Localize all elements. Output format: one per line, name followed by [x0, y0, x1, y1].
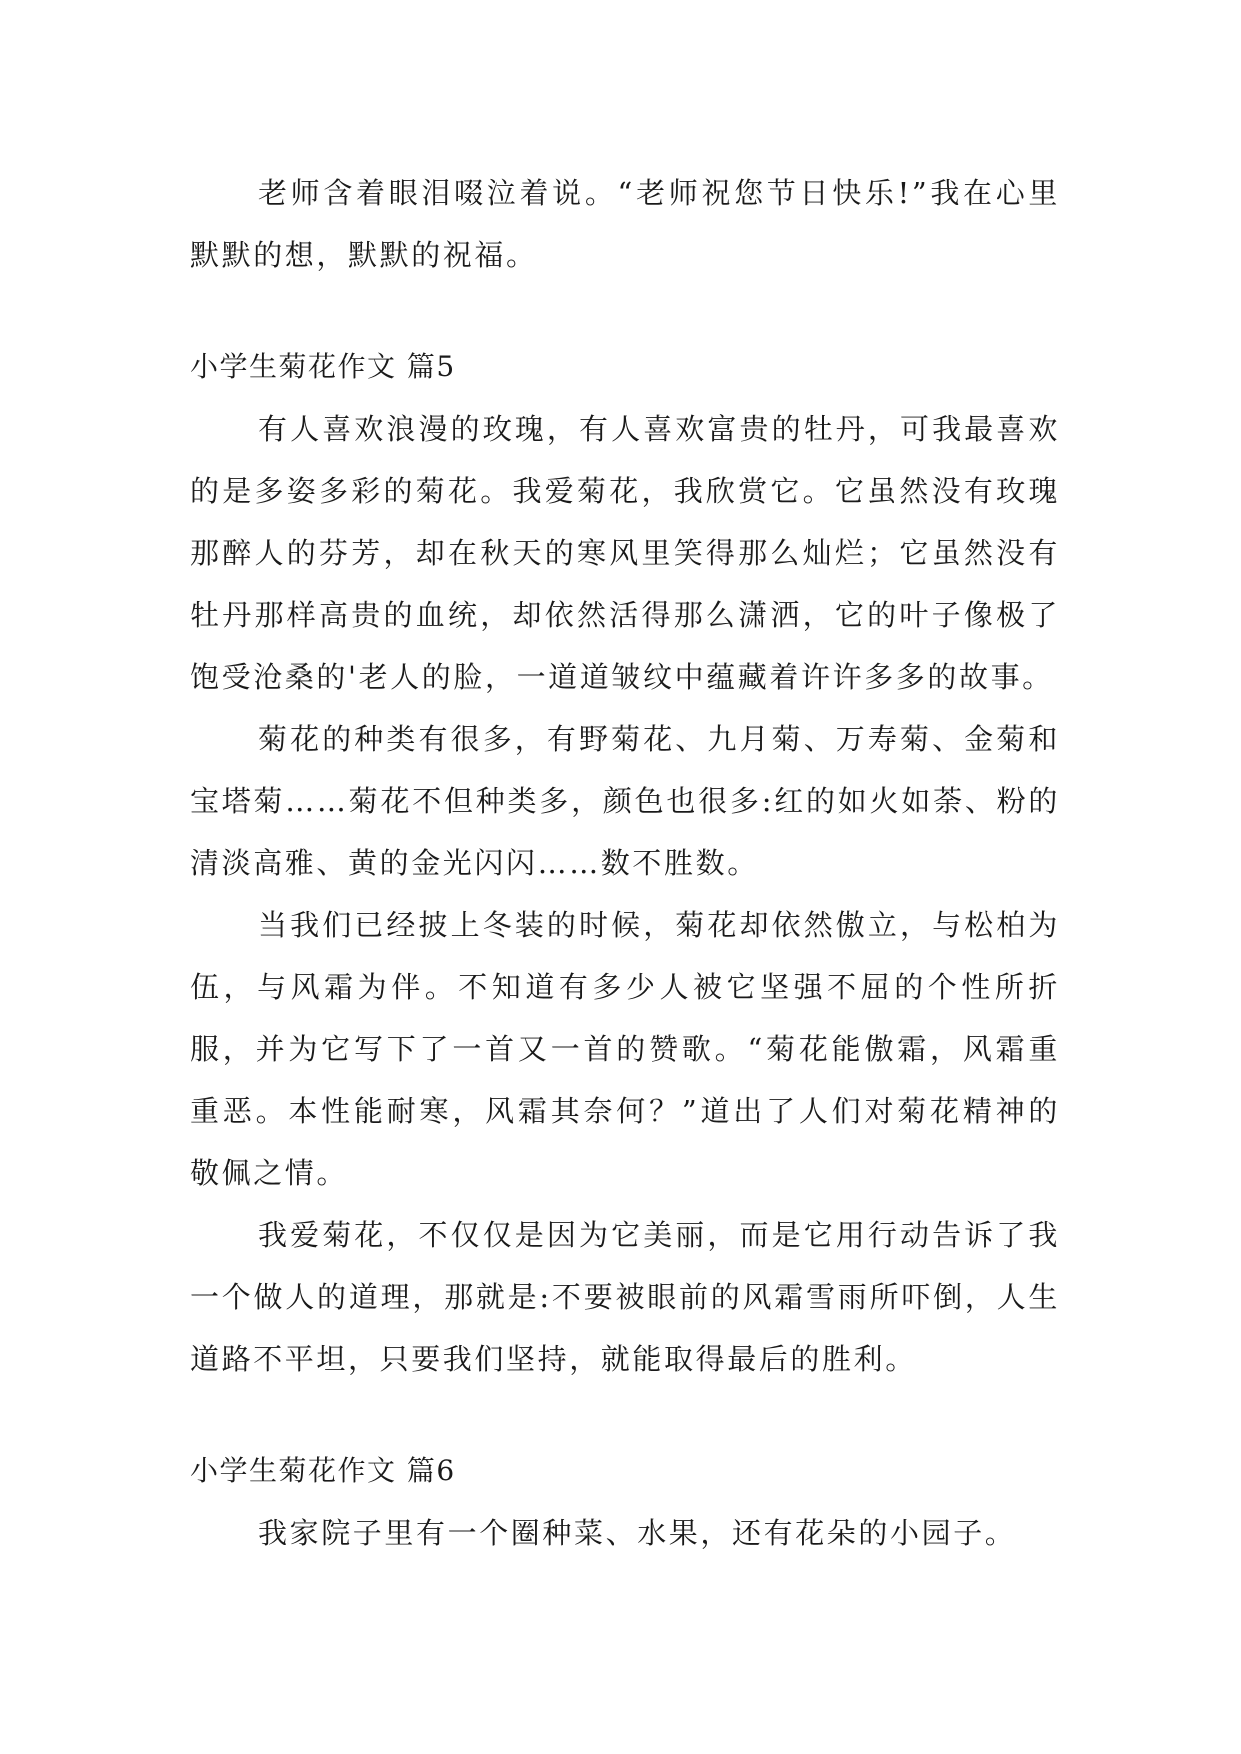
section-gap: [190, 286, 1060, 336]
document-body: [190, 162, 1060, 1564]
paragraph: 我家院子里有一个圈种菜、水果，还有花朵的小园子。: [258, 1516, 1017, 1550]
section-gap: [190, 1390, 1060, 1440]
paragraph: 当我们已经披上冬装的时候，菊花却依然傲立，与松柏为伍，与风霜为伴。不知道有多少人被它坚强不屈的个性所折服，并为它写下了一首又一首的赞歌。“菊花能傲霜，风霜重重恶。本性能耐寒，风霜其奈何？”道出了人们对菊花精神的敬佩之情。: [190, 908, 1060, 1190]
paragraph: 有人喜欢浪漫的玫瑰，有人喜欢富贵的牡丹，可我最喜欢的是多姿多彩的菊花。我爱菊花，我欣赏它。它虽然没有玫瑰那醉人的芬芳，却在秋天的寒风里笑得那么灿烂；它虽然没有牡丹那样高贵的血统，却依然活得那么潇洒，它的叶子像极了饱受沧桑的'老人的脸，一道道皱纹中蕴藏着许许多多的故事。: [190, 412, 1060, 694]
paragraph: 菊花的种类有很多，有野菊花、九月菊、万寿菊、金菊和宝塔菊……菊花不但种类多，颜色也很多:红的如火如荼、粉的清淡高雅、黄的金光闪闪……数不胜数。: [190, 722, 1060, 880]
section-title: 小学生菊花作文 篇5: [190, 350, 456, 383]
section-title: 小学生菊花作文 篇6: [190, 1454, 456, 1487]
paragraph: 老师含着眼泪啜泣着说。“老师祝您节日快乐!”我在心里默默的想，默默的祝福。: [190, 176, 1060, 272]
paragraph: 我爱菊花，不仅仅是因为它美丽，而是它用行动告诉了我一个做人的道理，那就是:不要被眼前的风霜雪雨所吓倒，人生道路不平坦，只要我们坚持，就能取得最后的胜利。: [190, 1218, 1060, 1376]
